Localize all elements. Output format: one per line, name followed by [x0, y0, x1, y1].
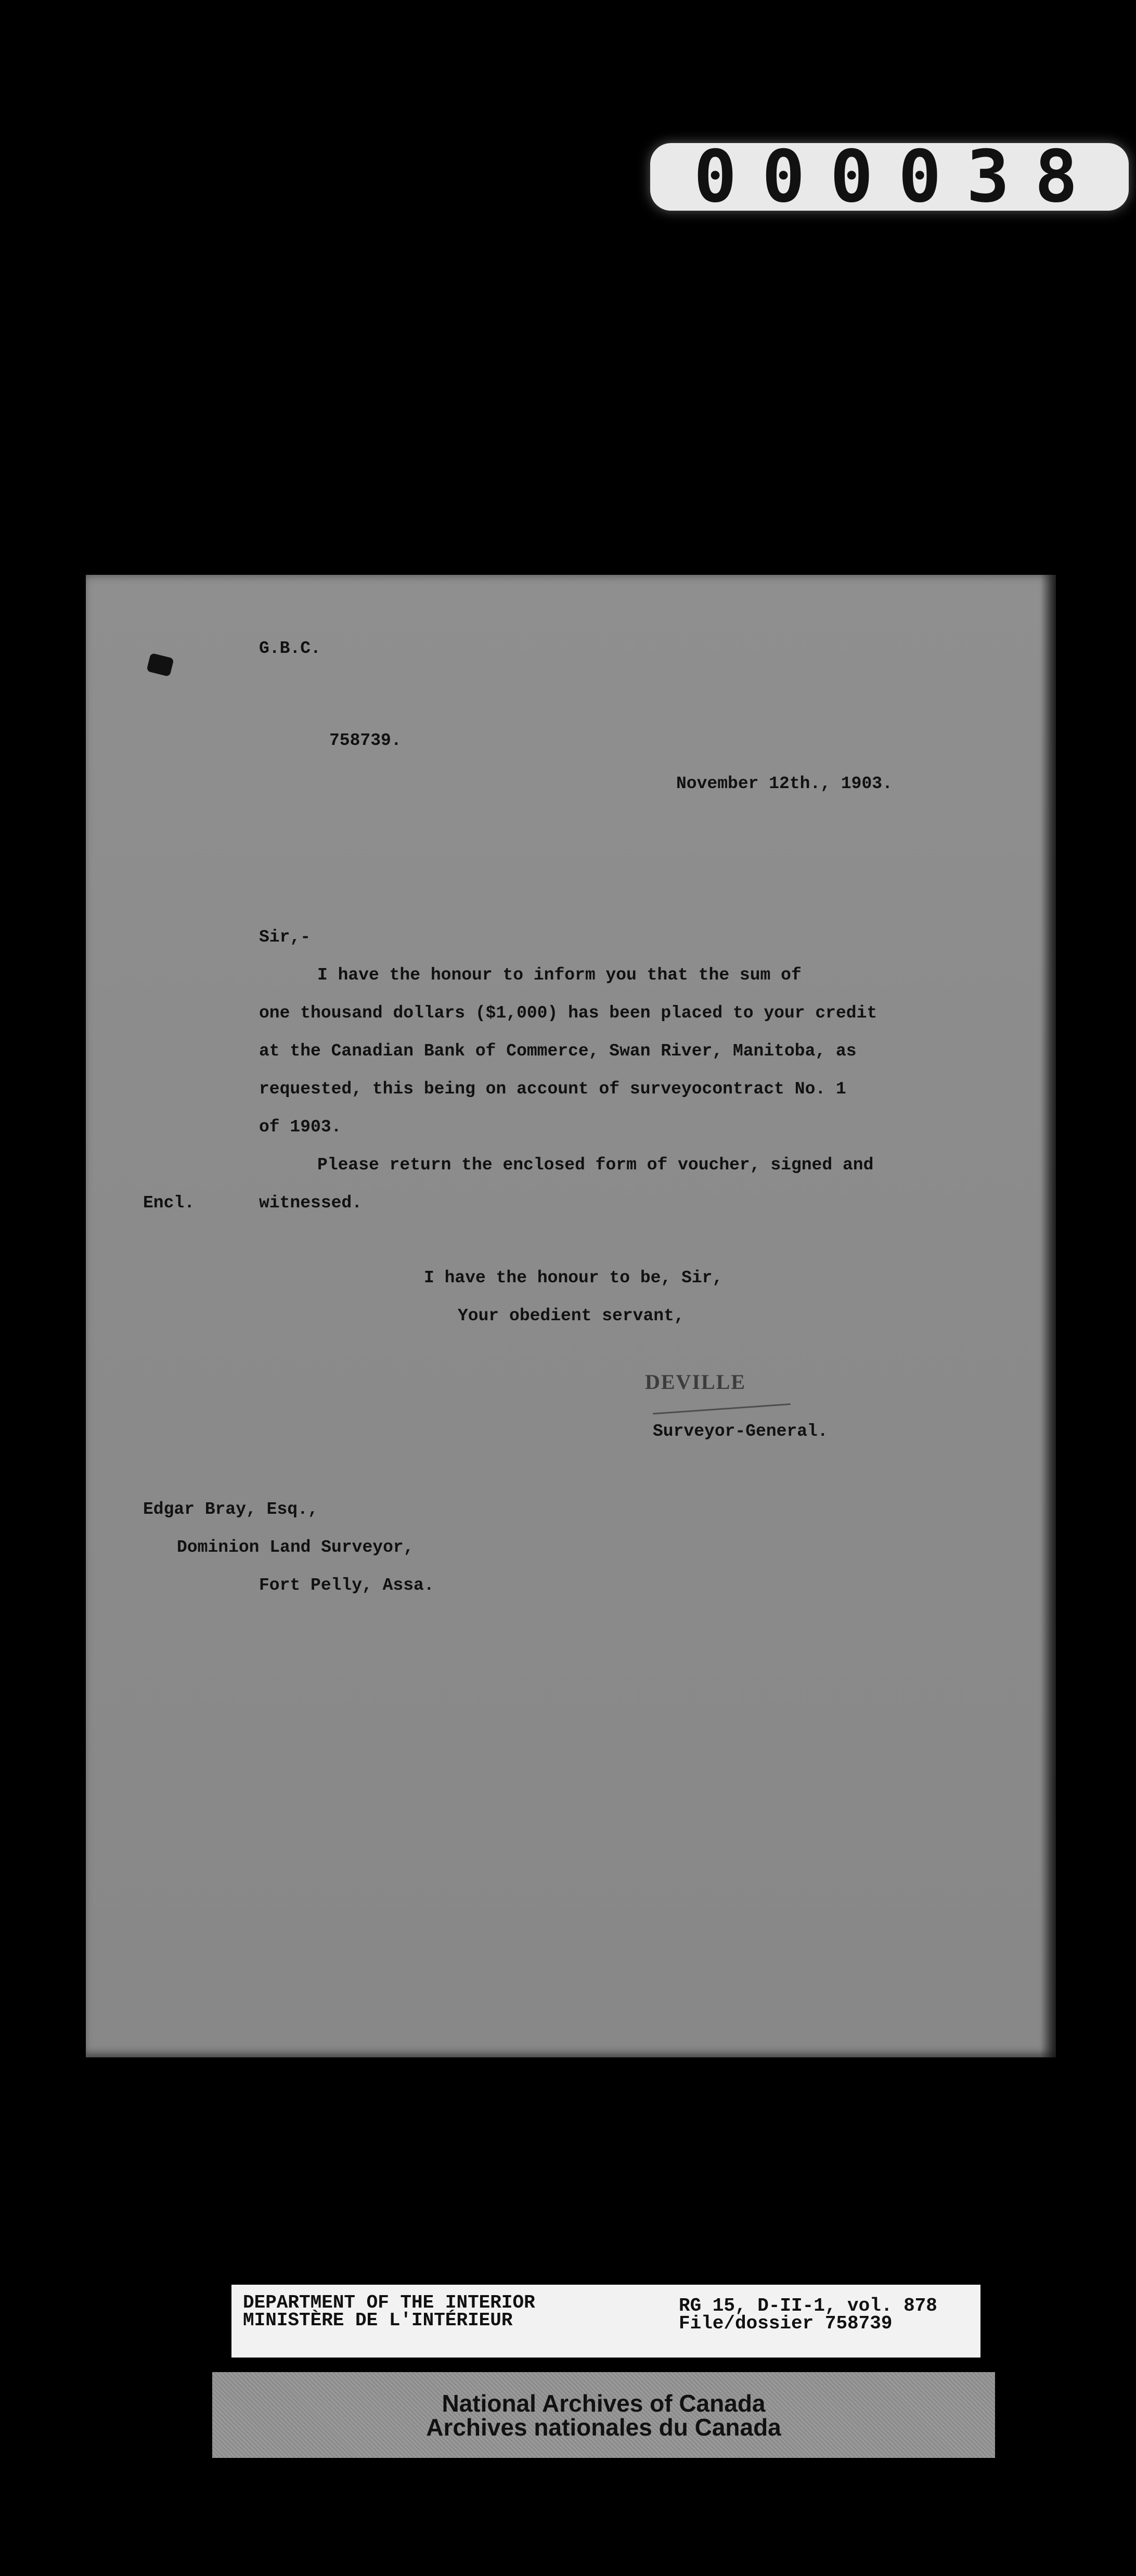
- archives-name-fr: Archives nationales du Canada: [426, 2413, 781, 2441]
- letter-page: [86, 575, 1056, 2057]
- file-number: 758739.: [329, 731, 402, 750]
- department-fr: MINISTÈRE DE L'INTÉRIEUR: [243, 2310, 513, 2331]
- signature-title: Surveyor-General.: [653, 1422, 828, 1441]
- recipient-line: Fort Pelly, Assa.: [259, 1576, 434, 1595]
- salutation: Sir,-: [259, 928, 311, 947]
- archives-banner: [212, 2372, 995, 2458]
- body-line: Please return the enclosed form of voucher, signed and: [317, 1155, 874, 1175]
- enclosure-note: Encl.: [143, 1193, 195, 1213]
- body-line: at the Canadian Bank of Commerce, Swan River, Manitoba, as: [259, 1041, 857, 1061]
- letter-date: November 12th., 1903.: [676, 774, 893, 793]
- initials: G.B.C.: [259, 639, 321, 658]
- department-block: [243, 2294, 535, 2329]
- reference-block: [679, 2297, 937, 2333]
- frame-number: 000038: [650, 143, 1129, 211]
- department-en: DEPARTMENT OF THE INTERIOR: [243, 2292, 535, 2313]
- signature: DEVILLE: [645, 1370, 746, 1394]
- page-edge-shadow: [1040, 575, 1056, 2057]
- archives-name-en: National Archives of Canada: [442, 2389, 766, 2417]
- body-line: requested, this being on account of surveyocontract No. 1: [259, 1079, 846, 1099]
- body-line: one thousand dollars ($1,000) has been placed to your credit: [259, 1003, 877, 1023]
- body-line: I have the honour to inform you that the sum of: [317, 965, 802, 985]
- file-dossier: File/dossier 758739: [679, 2313, 893, 2334]
- closing-line: I have the honour to be, Sir,: [424, 1268, 723, 1287]
- record-group: RG 15, D-II-1, vol. 878: [679, 2295, 937, 2316]
- recipient-line: Edgar Bray, Esq.,: [143, 1500, 318, 1519]
- body-line: of 1903.: [259, 1117, 342, 1137]
- recipient-line: Dominion Land Surveyor,: [177, 1538, 414, 1557]
- punch-hole-mark: [146, 653, 174, 677]
- closing-line: Your obedient servant,: [458, 1306, 685, 1325]
- reference-label: [231, 2285, 980, 2358]
- body-line: witnessed.: [259, 1193, 363, 1213]
